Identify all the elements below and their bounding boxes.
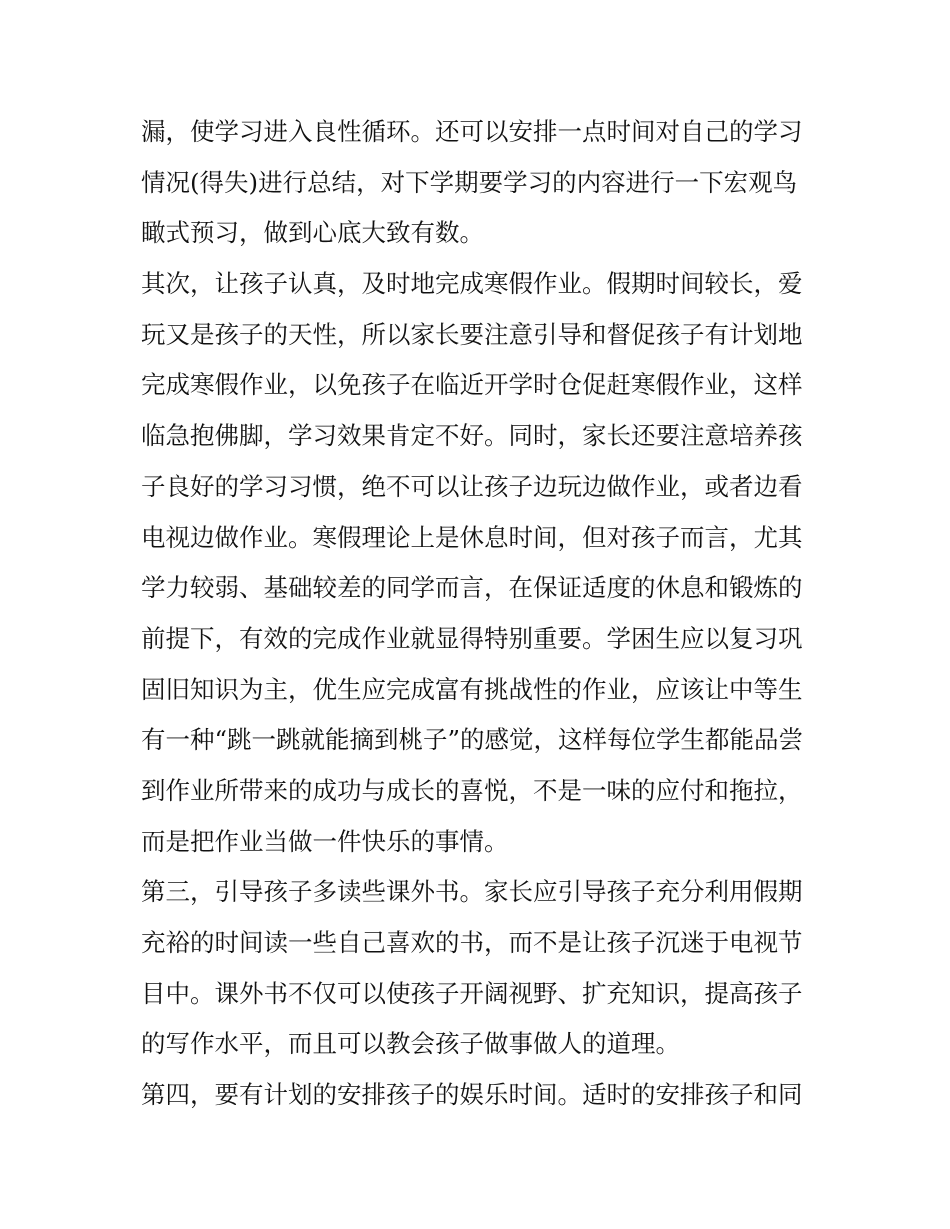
- text-line: 固旧知识为主，优生应完成富有挑战性的作业，应该让中等生: [141, 674, 803, 704]
- text-line: 其次，让孩子认真，及时地完成寒假作业。假期时间较长，爱: [141, 269, 803, 299]
- text-line: 第四，要有计划的安排孩子的娱乐时间。适时的安排孩子和同: [141, 1080, 803, 1110]
- text-line: 学力较弱、基础较差的同学而言，在保证适度的休息和锻炼的: [141, 573, 803, 603]
- text-line: 的写作水平，而且可以教会孩子做事做人的道理。: [141, 1029, 680, 1059]
- document-body: [141, 107, 821, 1121]
- text-line: 电视边做作业。寒假理论上是休息时间，但对孩子而言，尤其: [141, 522, 803, 552]
- text-line: 而是把作业当做一件快乐的事情。: [141, 826, 509, 856]
- text-line: 充裕的时间读一些自己喜欢的书，而不是让孩子沉迷于电视节: [141, 928, 803, 957]
- text-line: 瞰式预习，做到心底大致有数。: [141, 218, 484, 248]
- text-line: 玩又是孩子的天性，所以家长要注意引导和督促孩子有计划地: [141, 319, 803, 349]
- text-line: 漏，使学习进入良性循环。还可以安排一点时间对自己的学习: [141, 117, 803, 146]
- text-line: 情况(得失)进行总结，对下学期要学习的内容进行一下宏观鸟: [141, 167, 798, 197]
- text-line: 到作业所带来的成功与成长的喜悦，不是一味的应付和拖拉，: [141, 775, 803, 805]
- text-line: 有一种“跳一跳就能摘到桃子”的感觉，这样每位学生都能品尝: [141, 725, 804, 755]
- text-line: 目中。课外书不仅可以使孩子开阔视野、扩充知识，提高孩子: [141, 978, 803, 1008]
- text-line: 临急抱佛脚，学习效果肯定不好。同时，家长还要注意培养孩: [141, 421, 803, 451]
- text-line: 子良好的学习习惯，绝不可以让孩子边玩边做作业，或者边看: [141, 471, 803, 501]
- text-line: 完成寒假作业，以免孩子在临近开学时仓促赶寒假作业，这样: [141, 370, 803, 400]
- text-line: 前提下，有效的完成作业就显得特别重要。学困生应以复习巩: [141, 623, 803, 653]
- text-line: 第三，引导孩子多读些课外书。家长应引导孩子充分利用假期: [141, 877, 803, 907]
